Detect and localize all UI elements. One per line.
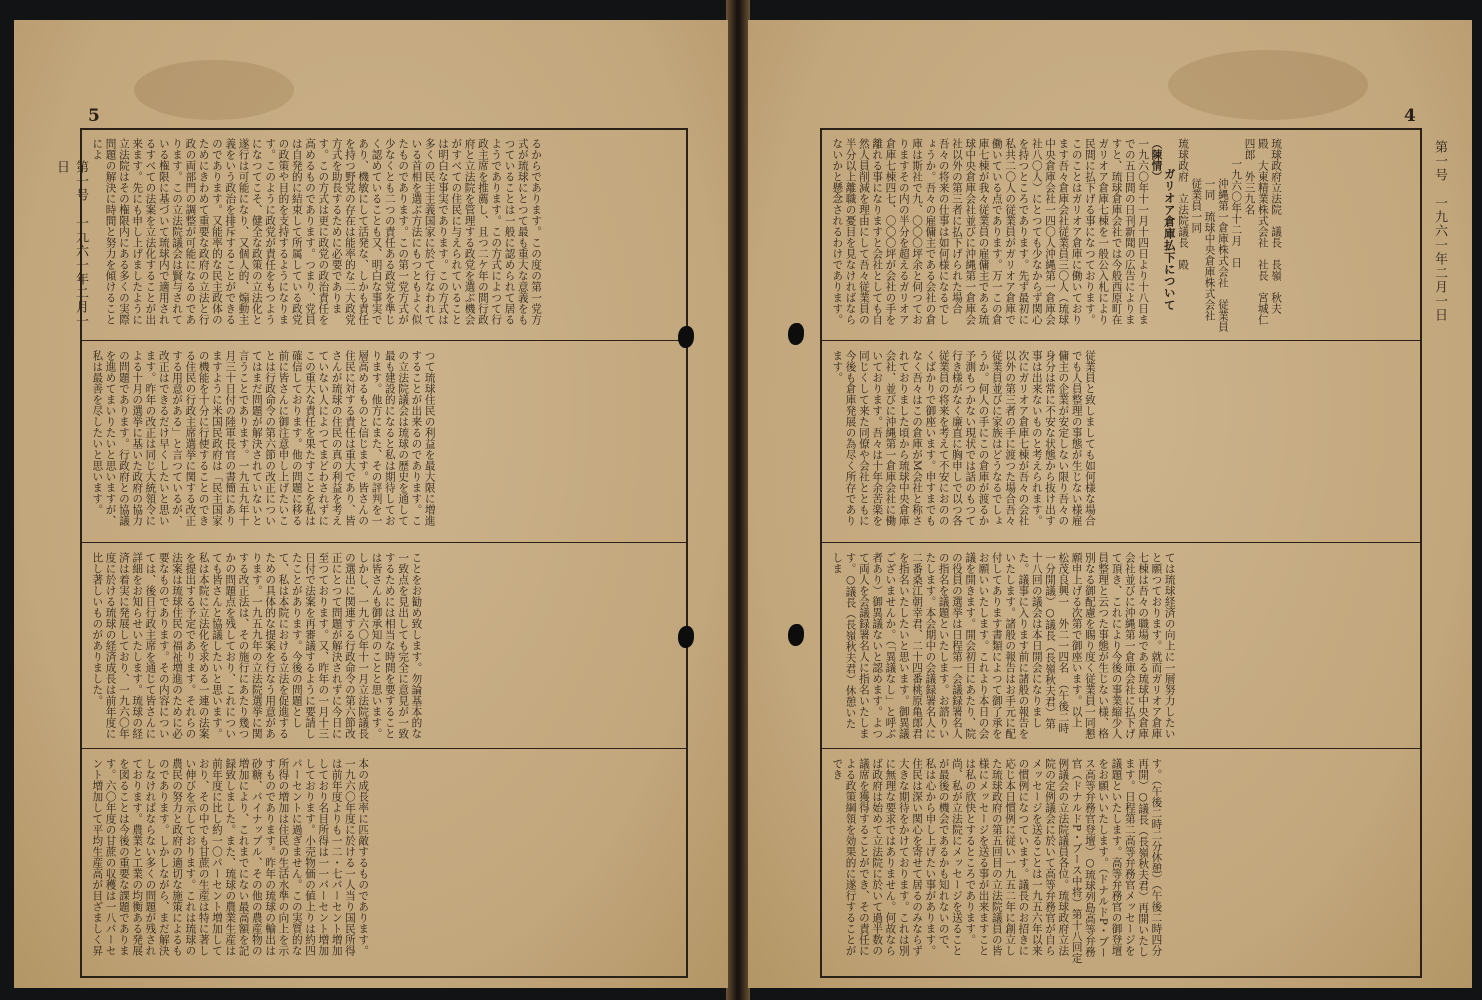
- body-text: 一九六〇年十一月十四日より十八日までの五日間の日刊新聞の広告によりますと、琉球倉庫会社では今般西原町在ガリオア倉庫七棟を一般公入札により民間に払下げる事になつております。このことはガリオア倉庫に働いております吾々倉庫会社従業員三〇人（琉球中央倉庫会社一四〇人沖縄第一倉庫会社八〇人）にとつても少なからず関心を持つところであります。先ず最初に私共二〇人の従業員がガリオア倉庫で働いている点であります。万一この倉庫七棟が我々従業員の雇傭主である琉球中央倉庫会社並びに沖縄第一倉庫会社以外の第三者に払下げられた場合吾々の将来の仕事は如何様になるでしょうか。吾々の雇傭主である会社の倉庫は斯社で九、〇〇〇坪余と伺つておりますその内の半分を超えるガリオア倉庫七棟四七、〇〇〇坪が会社の手を離れる事になりますと会社としても自然人員削減を理由にして吾々従業員の半分以上離職の憂目を見なければならないかと懸念されるわけであります。: [831, 138, 1150, 325]
- text-section-3: [82, 544, 686, 748]
- binding-hole: [788, 323, 804, 345]
- date-line: 一九六〇年十二月 日: [1230, 158, 1243, 268]
- book-gutter: [726, 0, 750, 1000]
- binding-hole: [678, 326, 694, 348]
- divider: [82, 340, 686, 341]
- page-number: 5: [88, 106, 100, 126]
- divider: [822, 748, 1420, 749]
- text-section-1: [82, 130, 686, 340]
- petition-label: （陳情）: [1150, 138, 1163, 182]
- divider: [82, 748, 686, 749]
- right-text-frame: [820, 128, 1422, 978]
- body-text: ては琉球経済の向上に一層努力したいと願つております。就而ガリオア倉庫七棟は吾々の職場である琉球中央倉庫会社並びに沖縄第一倉庫会社に払下げて頂き、これにより今後の事業縮少人員整理と云つた事態が生じない様、格別なる御配慮を賜り度く従業員一同懇願申上げる次第で御座います。以上 松茂良興一 外二一四名 （午後二時一分開議）○議長（長嶺秋夫君）第十八回の議会は本日開会になりました。議事に入ります前に諸般の報告をいたします。諸般の報告はお手元に配付してあります書類によつて御了承をお願いいたします。これより本日の会議を開きます。開会初日にあたり、院の役員の選挙は日程第一会議録署名人の指名を議題といたします。お諮りいたします。本会期中の会議録署名人に二番桑江朝幸君、二十四番桃原亀郎君を指名いたしたいと思います。御異議ございませんか。（「異議なし」と呼ぶ者あり）御異議ないと認めます。よつて両人を会議録署名人に指名いたします。○議長（長嶺秋夫君）休憩いたしま: [831, 552, 1176, 740]
- binding-hole: [788, 624, 804, 646]
- paper-stain: [1168, 50, 1368, 120]
- right-page: [748, 20, 1472, 988]
- body-text: 従業員と致しましても如何様な場合でも人員整理の事態が生じない様雇傭主の企業が安定しない限り吾々の身分は常に不安な状態から抜け出す事は出来ないものと考えられます。次にガリオア倉庫七棟が吾々の会社以外の第三者の手に渡つた場合吾々従業員並びに家族はどうなるでしょうか。何人の手にこの倉庫が渡るか予測もつかない現状では話のもつて行き様がなく廉直に胸申しで以つ各従業員の将来を考えて不安におののくばかりで御座います。申すまでもなく吾々はこの倉庫がM会社と称されておりました頃から琉球中央倉庫会社、並びに沖縄第一倉庫会社に働いております。吾々は十年余苦楽を同じくして来た同僚や会社とともに今後も倉庫発展の為尽く所存であります。: [831, 350, 1096, 527]
- text-section-4: [822, 750, 1420, 974]
- petition-block: [822, 130, 1290, 340]
- body-text: す。（午後二時二分休憩）（午後二時四分再開）○議長（長嶺秋夫君）再開いたします。日程第二高等弁務官メッセージを議題といたします。高等弁務官の御登壇をお願いいたします。（ドナルドP・ブース高等弁務官登壇）○琉球列島高等弁務官（ドナルドP・ブース中将）第十八回定例議会の立法院議員各位。琉球政府立法院の定例議会に於いて高等弁務官が自らメッセージを送ることは一九五六年以来の慣例になつています。議長のお招きに応じ本日慣例に従い一九五二年に創立した琉球政府の第五回目の立法院議員の皆様にメッセージを送る事が出来ますことは私の欣快とするところであります。尚、私が立法院にメッセージを送ることが最後の機会であるかも知れないので、私は心から申し上げたい事があります。住民は深い関心を寄せて居るのみならず大きな期待をかけております。これは別に無理な要求ではありません。何故ならば政府は始めて立法院に於いて過半数の議席を獲得することができ、その責任による政策綱領を効果的に遂行することができ: [831, 758, 1163, 964]
- text-section-2: [82, 342, 686, 542]
- senders: 沖縄第一倉庫株式会社 従業員一同 琉球中央倉庫株式会社 従業員一同: [1190, 178, 1229, 332]
- addressee-block: 琉球政府立法院 議長 長嶺 秋夫 殿 大東精業株式会社 社長 宮城仁四郎 外三九名: [1243, 138, 1283, 325]
- body-text: 本の成長率に匹敵するものであります。一九六〇年度に於ける一人当り国民所得は前年度よりも一二・七パーセント増加しており名目所得は一一パーセント増加しております。小売物価の値上りは約四パーセントに過ぎません。この実質的な所得の増加は住民の生活水準の向上を示すものであります。昨年の琉球の輸出は砂糖、パイナップル、その他の農産物の増加により、これまでにない最高額を記録致しました。また、琉球の農業生産は前年度に比し約一〇パーセント増加しており、その中でも甘蔗の生産は特に著しい伸びを示しております。これは琉球の農民の努力と政府の適切な施策によるものであります。しかしながら、まだ解決しなければならない多くの問題が残されております。農業と工業の均衡ある発展を図ることは今後の重要な課題であります。六〇年度の甘蔗の収穫は一八パーセント増加して平均生産高が目ざましく昇: [91, 758, 370, 956]
- text-section-4: [82, 750, 686, 974]
- paper-stain: [134, 60, 294, 120]
- running-head: 第一号 一九六一年二月一日: [54, 160, 88, 328]
- divider: [82, 542, 686, 543]
- binding-hole: [678, 626, 694, 648]
- petition-title: ガリオア倉庫払下について: [1162, 168, 1177, 311]
- body-text: ことをお勧め致します。勿論基本的な一致点を見出しても完全に意見が一致するためには相当な時間を要することは皆さんも御承知のことと思います。しかし、一九六〇年十一月立法院議長の選出に関連する行政命令の第六節改正にとつて問題が解決されずに今日に至つております。又、昨年の一月十三日付で法案を再審議するように要請したことがあります。今後の問題として、私は本院における立法を促進するための具体的な提案を行なう用意があります。一九五九年の立法院選挙に関する改正法は、その施行にあたり幾つかの問題点を残しており、これについても皆さんと協議したいと思います。私は本院に立法化を求める一連の法案を提出する予定であります。それらの法案は琉球住民の福祉増進のために必要なものであります。その内容については、後日行政主席を通じて皆さんに詳細をお知らせいたします。琉球の経済は着実に発展しており、一九六〇年度に於ける琉球の経済成長は前年度に比し著しいものがありました。: [91, 552, 423, 739]
- divider: [822, 542, 1420, 543]
- body-text: つて琉球住民の利益を最大限に増進することが出来るのであります。この立法院議会は琉球の歴史を通して最も建設的になると私は期待しております。他方にまた、その評判を一層高めるものと信じます。皆さんの住民に対する責任は重大であり、皆さんが琉球の住民の真の利益を考えていない人によつてまどわされずにこの重大な責任を果たすことを私は確信しております。他の問題に移る前に皆さんに御注意申し上げたいことは行政命令の第六節の改正についてはまだ問題が解決されていないと言うことであります。一九五九年十月三十日付の陸軍長官の書簡にありますように米国民政府は「民主国家の機能を十分に行使することのできる住民の行政主席選挙に関する改正する用意がある」と言つているが、改正はできるだけ早くしたいと思います。昨年の改正は同じ大統領令による十月の選挙に基いた政府の協力の問題であります。行政府との協議を進めてまいりたいと思いますが、私は最善を尽したいと思います。: [91, 350, 436, 526]
- running-head: 第一号 一九六一年二月一日: [1432, 140, 1447, 322]
- divider: [822, 340, 1420, 341]
- text-section-3: [822, 544, 1420, 748]
- recipient: 琉球政府 立法院議長 殿: [1177, 138, 1190, 270]
- left-page: [14, 20, 728, 988]
- left-text-frame: [80, 128, 688, 978]
- text-section-1: [822, 130, 1420, 340]
- page-number: 4: [1404, 106, 1416, 126]
- body-text: るからであります。この度の第一党方式が琉球にとつて最も重大な意義をもつていることは一般に認められて居るようであります。この方式によつて行政主席を推薦し、且つ二ケ年の間行政府と立法院を管理する政党を選ぶ機会がすべての住民に与えられていることは明白な事実であります。この方式は多くの民主主義国家に於て行なわれている首相を選ぶ方法にもつともよく似たものであります。この第一党方式が少なくとも二つの責任ある政党を準じく認めていることも又、明白な事実であり、機敏にして活発な、しかも責任を持つ野党の存在は能率的な二大政党方式を助長するために必要であります。この方式は更に政党の政治責任を高めるものであります。つまり、党員は自発的に結束して所属している政党の政策や目的を支持するようになります。このように政党が責任をもつようになつてこそ、健全な政策の立法化と遂行は可能になり、又個人的、煽動主義をいう政治を排斥することができるのであります。又能率的な民主政体のためにきわめて重要な政府の立法と行政の両部門の調整が可能になるのであります。この立法院議会は賢与されている権限に基づいて琉球内で適用されるすべての法案を立法化することが出来ます。先にも申し上げましたように立法院はその権限内にある多くの実際問題の解決に時間と努力を傾けることによ: [91, 138, 543, 325]
- text-section-2: [822, 342, 1420, 542]
